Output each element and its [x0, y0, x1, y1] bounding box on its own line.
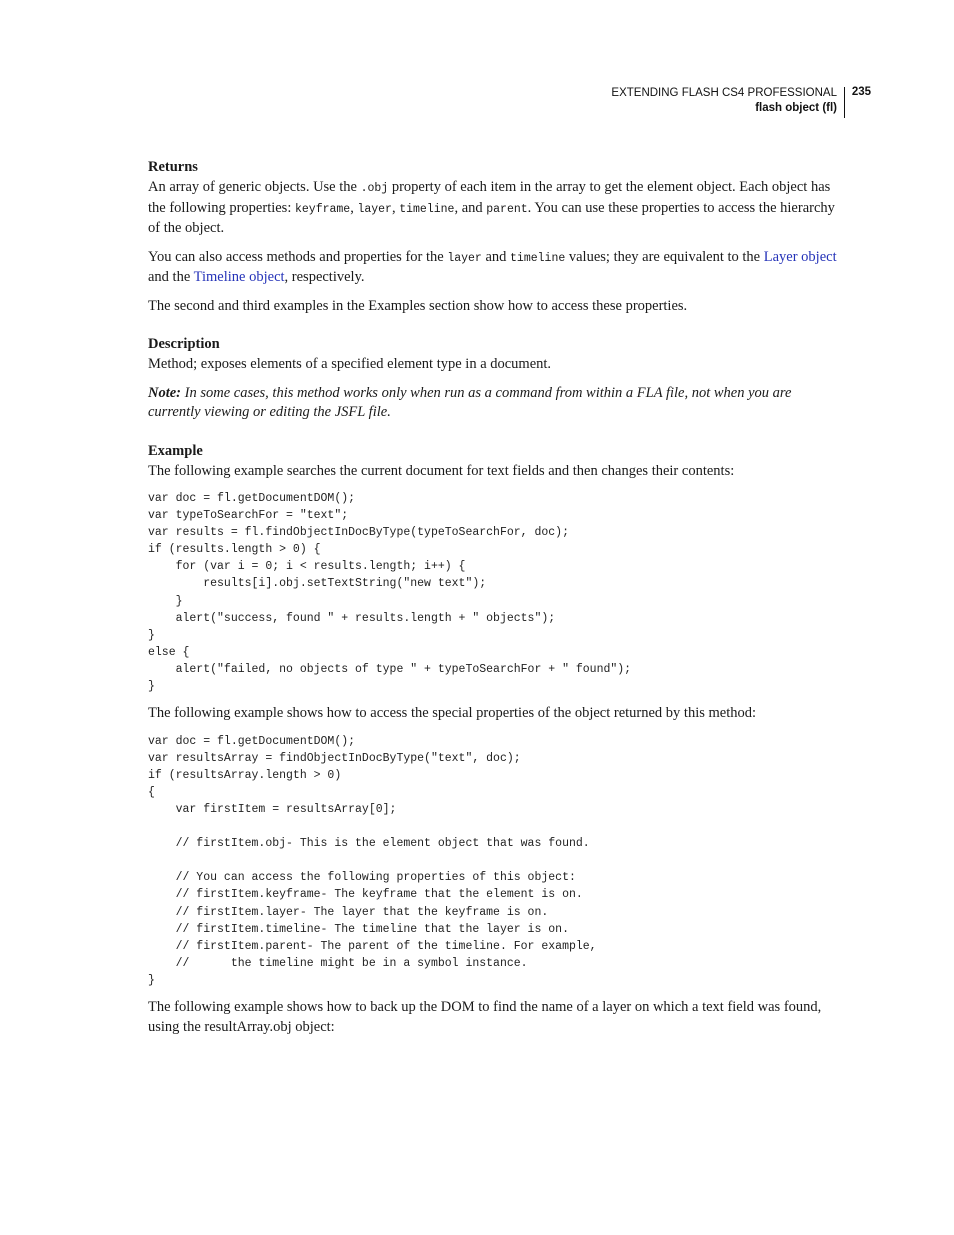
layer-object-link[interactable]: Layer object [763, 248, 837, 265]
page-content [148, 158, 840, 1037]
header-divider [844, 87, 845, 118]
returns-paragraph-1: An array of generic objects. Use the .obj property of each item in the array to get the element object. Each object has the following properties: keyframe, layer, timeline, and parent. You can use these properties to access the hierarchy of the object. [148, 179, 835, 236]
note-label: Note: [148, 384, 182, 401]
inline-code: layer [357, 202, 392, 216]
book-title: EXTENDING FLASH CS4 PROFESSIONAL [611, 87, 837, 99]
returns-heading: Returns [148, 159, 198, 175]
page-number: 235 [851, 86, 871, 98]
description-text: Method; exposes elements of a specified element type in a document. [148, 356, 552, 372]
description-heading: Description [148, 336, 220, 352]
example-intro-3: The following example shows how to back up the DOM to find the name of a layer on which a text field was found, using the resultArray.obj object: [148, 999, 822, 1035]
example-intro-2: The following example shows how to access the special properties of the object returned by this method: [148, 705, 757, 722]
example-heading: Example [148, 442, 203, 459]
inline-code: timeline [399, 202, 455, 216]
timeline-object-link[interactable]: Timeline object [193, 269, 285, 285]
inline-code: timeline [510, 251, 566, 265]
code-block-1: var doc = fl.getDocumentDOM(); var typeToSearchFor = "text"; var results = fl.findObjectInDocByType(typeToSearchFor, doc); if (results.length > 0) { for (var i = 0; i < results.length; i++) { results[i].obj.setTextString("new text"); } alert("success, found " + results.length + " objects"); } else { alert("failed, no objects of type " + typeToSearchFor + " found"); } [148, 492, 632, 694]
header-titles [611, 86, 871, 116]
inline-code: layer [447, 251, 482, 265]
returns-paragraph-3: The second and third examples in the Examples section show how to access these properties. [148, 297, 688, 314]
page-header [611, 86, 871, 116]
note-text: In some cases, this method works only when run as a command from within a FLA file, not when you are currently viewing or editing the JSFL file. [148, 384, 792, 420]
note-paragraph [148, 384, 840, 423]
returns-paragraph-2: You can also access methods and properties for the layer and timeline values; they are equivalent to the Layer object and the Timeline object, respectively. [148, 248, 837, 285]
inline-code: keyframe [294, 202, 351, 216]
inline-code: parent [486, 202, 528, 216]
example-intro-1: The following example searches the current document for text fields and then changes their contents: [148, 462, 735, 479]
inline-code: .obj [360, 182, 389, 195]
section-title: flash object (fl) [755, 102, 837, 114]
code-block-2: var doc = fl.getDocumentDOM(); var resultsArray = findObjectInDocByType("text", doc); if (resultsArray.length > 0) { var firstItem = resultsArray[0]; // firstItem.obj- This is the element object that was found. // You can access the following properties of this object: // firstItem.keyframe- The keyframe that the element is on. // firstItem.layer- The layer that the keyframe is on. // firstItem.timeline- The timeline that the layer is on. // firstItem.parent- The parent of the timeline. For example, // the timeline might be in a symbol instance. } [148, 734, 597, 987]
